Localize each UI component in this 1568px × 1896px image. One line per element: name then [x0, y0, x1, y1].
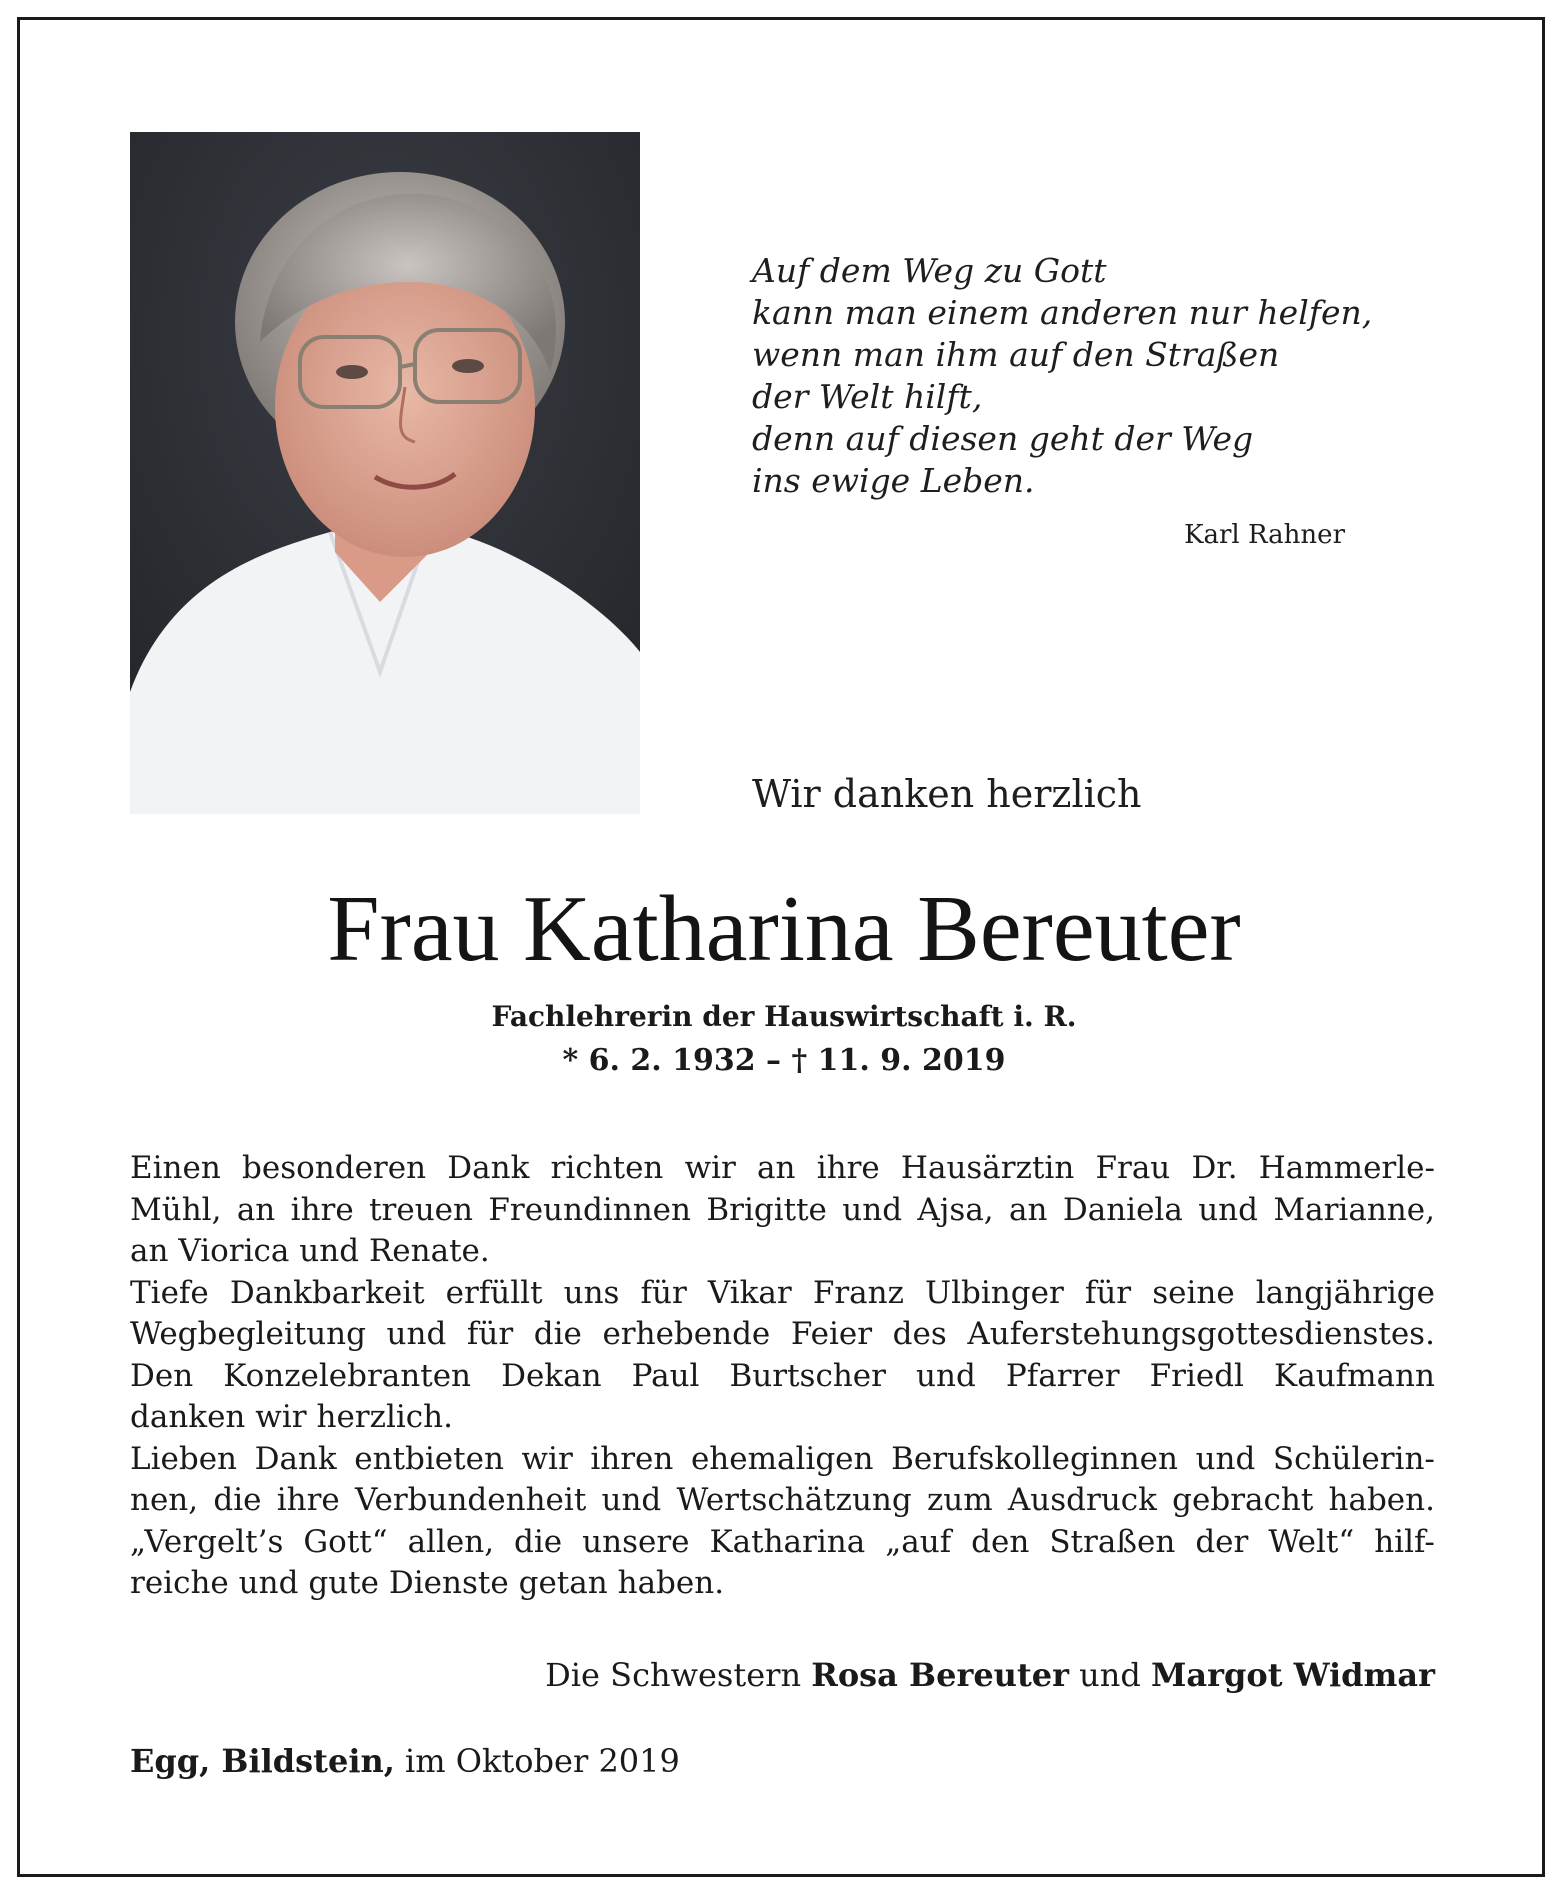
body-line: Den Konzelebranten Dekan Paul Burtscher und Pfarrer Friedl Kaufmann	[130, 1357, 1435, 1394]
body-line: an Viorica und Renate.	[130, 1233, 490, 1269]
body-line: Tiefe Dankbarkeit erfüllt uns für Vikar Franz Ulbinger für seine langjährige	[130, 1274, 1435, 1311]
body-line: nen, die ihre Verbundenheit und Wertschätzung zum Ausdruck gebracht haben.	[130, 1482, 1435, 1518]
thanks-heading: Wir danken herzlich	[752, 772, 1142, 816]
quote-author: Karl Rahner	[1184, 520, 1345, 550]
life-dates: * 6. 2. 1932 – † 11. 9. 2019	[562, 1043, 1006, 1078]
body-line: Lieben Dank entbieten wir ihren ehemaligen Berufskolleginnen und Schülerin-	[130, 1440, 1435, 1477]
signature	[500, 1656, 1435, 1694]
quote-line: kann man einem anderen nur helfen,	[752, 293, 1373, 332]
quote-line: Auf dem Weg zu Gott	[752, 251, 1107, 290]
signature-prefix: Die Schwestern	[545, 1656, 802, 1694]
body-line: Mühl, an ihre treuen Freundinnen Brigitte und Ajsa, an Daniela und Marianne,	[130, 1191, 1435, 1228]
quote-line: wenn man ihm auf den Straßen	[752, 335, 1280, 374]
deceased-name: Frau Katharina Bereuter	[327, 877, 1241, 981]
body-line: Einen besonderen Dank richten wir an ihre Hausärztin Frau Dr. Hammerle-	[130, 1150, 1435, 1186]
body-line: reiche und gute Dienste getan haben.	[130, 1565, 725, 1601]
body-line: „Vergelt’s Gott“ allen, die unsere Katharina „auf den Straßen der Welt“ hilf-	[130, 1523, 1435, 1560]
place-and-date	[130, 1742, 680, 1780]
thank-you-text	[130, 1148, 1435, 1605]
signature-name-1: Rosa Bereuter	[811, 1656, 1069, 1694]
signature-joiner: und	[1079, 1656, 1141, 1694]
portrait-photo	[130, 132, 640, 814]
place-date: im Oktober 2019	[405, 1742, 680, 1780]
signature-name-2: Margot Widmar	[1150, 1656, 1435, 1694]
quote-line: denn auf diesen geht der Weg	[752, 419, 1254, 458]
place-location: Egg, Bildstein,	[130, 1742, 395, 1780]
quote-line: der Welt hilft,	[752, 377, 983, 416]
body-line: danken wir herzlich.	[130, 1399, 453, 1435]
quote-line: ins ewige Leben.	[752, 461, 1035, 500]
profession: Fachlehrerin der Hauswirtschaft i. R.	[491, 1000, 1077, 1033]
body-line: Wegbegleitung und für die erhebende Feier des Auferstehungsgottesdienstes.	[130, 1316, 1435, 1352]
memorial-quote	[752, 250, 1373, 502]
